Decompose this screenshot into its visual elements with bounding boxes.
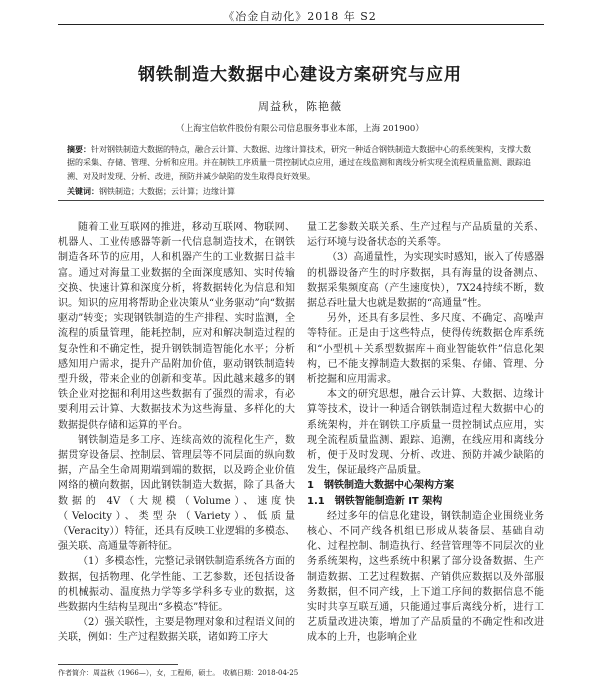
abstract — [67, 143, 535, 183]
subsection-heading: 1.1 钢铁智能制造新 IT 架构 — [307, 495, 443, 507]
body-paragraph: 随着工业互联网的推进，移动互联网、物联网、机器人、工业传感器等新一代信息制造技术，在钢铁制造各环节的应用，人和机器产生的工业数据日益丰富。通过对海量工业数据的全面深度感知、实时传输交换、快速计算和深度分析，将数据转化为信息和知识。知识的应用将帮助企业决策从“业务驱动”向“数据驱动”转变；实现钢铁制造的生产排程、实时监测，全流程的质量管理，能耗控制，应对和解决制造过程的复杂性和不确定性，提升钢铁制造智能化水平；分析感知用户需求，提升产品附加价值，驱动钢铁制造转型升级，带来企业的创新和变革。因此越来越多的钢铁企业对挖掘和利用这些数据有了强烈的需求，有必要利用云计算、大数据技术为这些海量、多样化的大数据提供存储和运算的平台。 — [58, 222, 295, 431]
keywords-label: 关键词： — [67, 187, 99, 196]
footnote-rule — [58, 664, 178, 665]
body-paragraph: （3）高通量性，为实现实时感知，嵌入了传感器的机器设备产生的时序数据，具有海量的设备测点、数据采集频度高（产生速度快），7X24持续不断，数据总吞吐量大也就是数据的“高通量”性。 — [307, 252, 544, 310]
footnote: 作者简介：周益秋（1966—），女，工程师，硕士。 收稿日期：2018-04-25 — [58, 669, 299, 677]
paper-title: 钢铁制造大数据中心建设方案研究与应用 — [138, 65, 462, 85]
header-rule — [58, 24, 544, 25]
section-heading: 1 钢铁制造大数据中心架构方案 — [307, 480, 454, 492]
body-column-right — [307, 220, 544, 646]
body-paragraph: （1）多模态性，完整记录钢铁制造系统各方面的数据，包括物理、化学性能、工艺参数，还包括设备的机械振动、温度热力学等多学科多专业的数据，这些数据内生结构呈现出“多模态”特征。 — [58, 556, 295, 614]
paper-affiliation: （上海宝信软件股份有限公司信息服务事业本部，上海 201900） — [176, 124, 424, 134]
body-paragraph: 经过多年的信息化建设，钢铁制造企业围绕业务核心、不同产线各机组已形成从装备层、基础自动化、过程控制、制造执行、经营管理等不同层次的业务系统架构，这些系统中积累了部分设备数据、生产制造数据、工艺过程数据、产销供应数据以及外部服务数据，但不同产线，上下道工序间的数据信息不能实时共享互联互通，只能通过事后离线分析，进行工艺质量改进决策，增加了产品质量的不确定性和改进成本的上升，也影响企业 — [307, 510, 544, 644]
body-paragraph: 量工艺参数关联关系、生产过程与产品质量的关系、运行环境与设备状态的关系等。 — [307, 222, 544, 249]
body-paragraph: 另外，还具有多层性、多尺度、不确定、高噪声等特征。正是由于这些特点，使得传统数据仓库系统和“小型机＋关系型数据库＋商业智能软件”信息化架构，已不能支撑制造大数据的采集、存储、管理、分析挖掘和应用需求。 — [307, 313, 544, 386]
abstract-text: 针对钢铁制造大数据的特点，融合云计算、大数据、边缘计算技术，研究一种适合钢铁制造大数据中心的系统架构，支撑大数据的采集、存储、管理、分析和应用。并在制铁工序质量一贯控制试点应用，通过在线监测和离线分析实现全流程质量监测、跟踪追溯、对及时发现、分析、改进，预防并减少缺陷的发生取得良好效果。 — [67, 145, 531, 181]
body-paragraph: （2）强关联性，主要是物理对象和过程语义间的关联，例如：生产过程数据关联，诸如跨工序大 — [58, 617, 295, 644]
keywords — [67, 186, 535, 197]
running-head: 《冶金自动化》2018 年 S2 — [223, 10, 377, 23]
keywords-text: 钢铁制造；大数据；云计算；边缘计算 — [99, 187, 235, 196]
body-paragraph: 本文的研究思想，融合云计算、大数据、边缘计算等技术，设计一种适合钢铁制造过程大数据中心的系统架构，并在钢铁工序质量一贯控制试点应用，实现全流程质量监测、跟踪、追溯，在线应用和离线分析，便于及时发现、分析、改进、预防并减少缺陷的发生，保证最终产品质量。 — [307, 389, 544, 477]
body-paragraph: 钢铁制造是多工序、连续高效的流程化生产，数据贯穿设备层、控制层、管理层等不同层面的纵向数据，产品全生命周期端到端的数据，以及跨企业价值网络的横向数据，因此钢铁制造大数据，除了具备大数据的 4V（大规模（Volume）、速度快（Velocity）、类型杂（Variety）、低质量（Veracity））特征，还具有反映工业逻辑的多模态、强关联、高通量等新特征。 — [58, 434, 295, 553]
paper-authors: 周益秋，陈艳薇 — [258, 100, 342, 113]
body-column-left — [58, 220, 295, 646]
abstract-separator — [58, 200, 544, 201]
abstract-label: 摘要： — [67, 145, 91, 154]
